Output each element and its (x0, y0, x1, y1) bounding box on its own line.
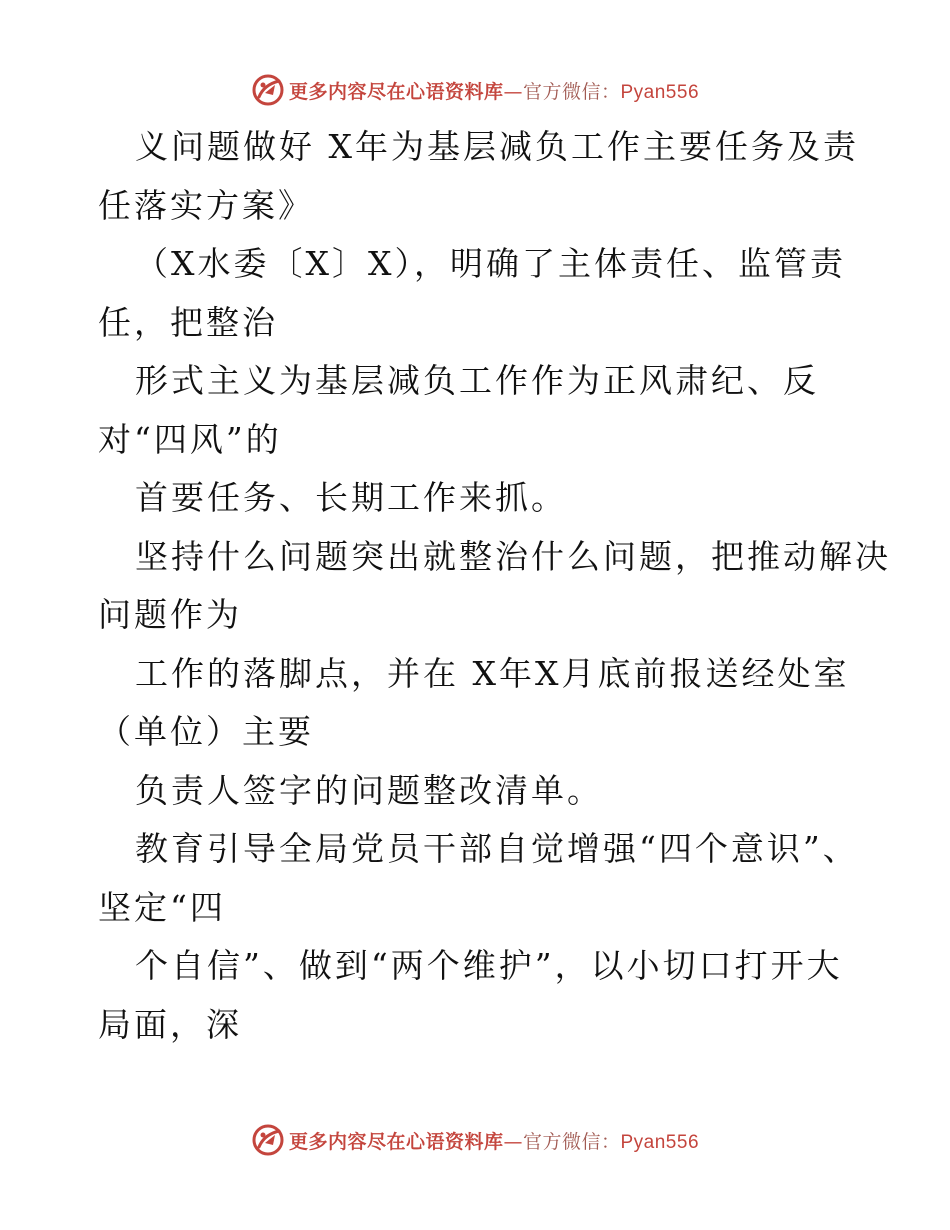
header-wechat-label: 官方微信： (522, 80, 621, 103)
brand-logo-icon (251, 1123, 285, 1157)
text-line: 首要任务、长期工作来抓。 (135, 478, 567, 517)
footer-brand: 更多内容尽在心语资料库 (288, 1130, 504, 1153)
text-line: 任落实方案》 (98, 185, 314, 225)
header-banner (0, 70, 950, 110)
text-line: 义问题做好 X年为基层减负工作主要任务及责 (135, 127, 859, 166)
footer-watermark-text (289, 1127, 699, 1154)
text-line: 个自信”、做到“两个维护”，以小切口打开大 (135, 946, 843, 985)
text-line: 坚持什么问题突出就整治什么问题，把推动解决 (135, 536, 891, 576)
document-body (98, 118, 891, 1054)
text-line: 教育引导全局党员干部自觉增强“四个意识”、 (135, 829, 859, 868)
text-line: 形式主义为基层减负工作作为正风肃纪、反 (135, 361, 819, 400)
footer-separator: — (503, 1130, 523, 1153)
text-line: 负责人签字的问题整改清单。 (135, 770, 603, 810)
text-line: 对“四风”的 (98, 419, 282, 459)
brand-logo-icon (251, 73, 285, 107)
text-line: （单位）主要 (98, 712, 314, 751)
text-line: 问题作为 (98, 595, 242, 634)
footer-wechat-label: 官方微信： (522, 1130, 621, 1153)
text-line: 局面，深 (98, 1004, 242, 1044)
header-brand: 更多内容尽在心语资料库 (288, 80, 504, 103)
footer-wechat-id: Pyan556 (620, 1131, 700, 1153)
text-line: 工作的落脚点，并在 X年X月底前报送经处室 (135, 653, 850, 693)
text-line: 坚定“四 (98, 887, 226, 927)
footer-banner (0, 1120, 950, 1160)
header-separator: — (503, 80, 523, 103)
text-line: 任，把整治 (98, 302, 278, 342)
text-line: （X水委〔X〕X），明确了主体责任、监管责 (135, 244, 846, 283)
header-wechat-id: Pyan556 (620, 81, 700, 103)
header-watermark-text (289, 77, 699, 104)
